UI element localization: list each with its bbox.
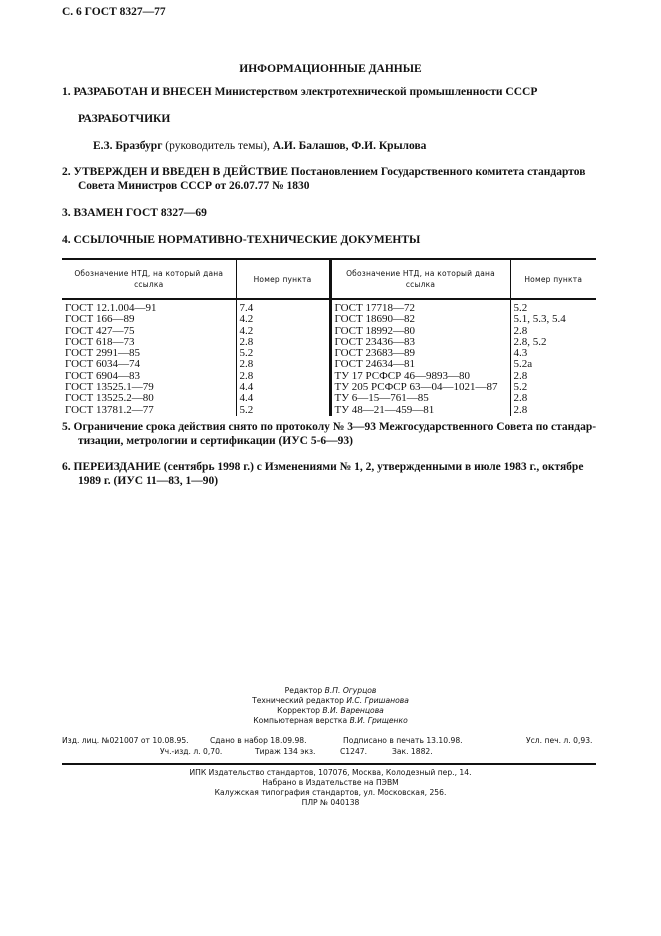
- item-1: 1. РАЗРАБОТАН И ВНЕСЕН Министерством электротехнической промышленности СССР: [62, 86, 538, 98]
- ntd-cell: ГОСТ 23683—89: [330, 348, 510, 359]
- table-row: [62, 299, 596, 314]
- developers-label: РАЗРАБОТЧИКИ: [78, 113, 171, 125]
- clause-cell: 2.8: [236, 371, 330, 382]
- ntd-cell: ГОСТ 618—73: [65, 335, 135, 348]
- developers-line: [93, 140, 426, 152]
- developer-note: (руководитель темы),: [162, 140, 273, 152]
- header-clause-2: Номер пункта: [510, 259, 596, 299]
- item-5-line-2: тизации, метрологии и сертификации (ИУС 5-6—93): [78, 435, 354, 447]
- clause-cell: 7.4: [236, 299, 330, 314]
- header-clause: Номер пункта: [236, 259, 330, 299]
- clause-cell: 2.8, 5.2: [510, 337, 596, 348]
- clause-cell: 2.8: [236, 337, 330, 348]
- clause-cell: 5.2: [510, 382, 596, 393]
- ntd-cell: ГОСТ 13525.1—79: [65, 381, 154, 394]
- clause-cell: 4.2: [236, 314, 330, 325]
- ntd-cell: ТУ 17 РСФСР 46—9893—80: [330, 371, 510, 382]
- ntd-cell: ТУ 48—21—459—81: [330, 405, 510, 416]
- ntd-cell: ГОСТ 6904—83: [65, 369, 140, 382]
- clause-cell: 2.8: [510, 371, 596, 382]
- ntd-cell: ГОСТ 23436—83: [330, 337, 510, 348]
- header-ntd-2: Обозначение НТД, на который дана ссылка: [330, 259, 510, 299]
- signed-date: Подписано в печать 13.10.98.: [343, 736, 463, 745]
- divider: [62, 763, 596, 765]
- item-5-line-1: 5. Ограничение срока действия снято по протоколу № 3—93 Межгосударственного Совета по стандар-: [62, 421, 597, 433]
- clause-cell: 4.4: [236, 382, 330, 393]
- clause-cell: 2.8: [236, 359, 330, 370]
- item-6-line-1: 6. ПЕРЕИЗДАНИЕ (сентябрь 1998 г.) с Изменениями № 1, 2, утвержденными в июле 1983 г., октябре: [62, 461, 584, 473]
- credit-layout: Компьютерная верстка В.И. Грищенко: [253, 716, 408, 725]
- clause-cell: 2.8: [510, 393, 596, 404]
- references-table: [62, 258, 596, 416]
- ntd-cell: ГОСТ 427—75: [65, 324, 135, 337]
- clause-cell: 4.3: [510, 348, 596, 359]
- developer-others: А.И. Балашов, Ф.И. Крылова: [272, 140, 427, 152]
- edition-sheets: Уч.-изд. л. 0,70.: [160, 747, 223, 756]
- order: Зак. 1882.: [392, 747, 433, 756]
- credit-editor: Редактор В.П. Огурцов: [284, 686, 377, 695]
- ntd-cell: ГОСТ 17718—72: [330, 299, 510, 314]
- ntd-cell: ГОСТ 2991—85: [65, 347, 140, 360]
- ntd-cell: ГОСТ 13781.2—77: [65, 403, 154, 416]
- print-run: Тираж 134 экз.: [255, 747, 316, 756]
- item-3: 3. ВЗАМЕН ГОСТ 8327—69: [62, 207, 207, 219]
- credits: [0, 686, 661, 726]
- clause-cell: 5.2: [510, 299, 596, 314]
- publisher-line: Набрано в Издательстве на ПЭВМ: [262, 778, 399, 787]
- clause-cell: 5.2а: [510, 359, 596, 370]
- table-row: [62, 405, 596, 416]
- header-ntd: Обозначение НТД, на который дана ссылка: [62, 259, 236, 299]
- ntd-cell: ГОСТ 18690—82: [330, 314, 510, 325]
- clause-cell: 2.8: [510, 405, 596, 416]
- table-row: [62, 314, 596, 325]
- ntd-cell: ГОСТ 6034—74: [65, 358, 140, 371]
- ntd-cell: ГОСТ 13525.2—80: [65, 392, 154, 405]
- ntd-cell: ГОСТ 12.1.004—91: [65, 302, 157, 314]
- clause-cell: 2.8: [510, 326, 596, 337]
- item-6-line-2: 1989 г. (ИУС 11—83, 1—90): [78, 475, 219, 487]
- item-4: 4. ССЫЛОЧНЫЕ НОРМАТИВНО-ТЕХНИЧЕСКИЕ ДОКУМЕНТЫ: [62, 234, 421, 246]
- code: С1247.: [340, 747, 368, 756]
- credit-tech-editor: Технический редактор И.С. Гришанова: [252, 696, 409, 705]
- print-sheets: Усл. печ. л. 0,93.: [526, 736, 593, 745]
- page-header: С. 6 ГОСТ 8327—77: [62, 6, 166, 18]
- publisher-line: ИПК Издательство стандартов, 107076, Москва, Колодезный пер., 14.: [189, 768, 472, 777]
- ntd-cell: ГОСТ 24634—81: [330, 359, 510, 370]
- page-title: ИНФОРМАЦИОННЫЕ ДАННЫЕ: [239, 63, 422, 75]
- publisher-line: Калужская типография стандартов, ул. Московская, 256.: [214, 788, 447, 797]
- clause-cell: 5.2: [236, 348, 330, 359]
- table-header-row: [62, 259, 596, 299]
- developer-lead: Е.З. Бразбург: [93, 140, 163, 152]
- item-2-line-2: Совета Министров СССР от 26.07.77 № 1830: [78, 180, 310, 192]
- ntd-cell: ТУ 205 РСФСР 63—04—1021—87: [330, 382, 510, 393]
- ntd-cell: ГОСТ 166—89: [65, 313, 135, 326]
- item-2-line-1: 2. УТВЕРЖДЕН И ВВЕДЕН В ДЕЙСТВИЕ Постановлением Государственного комитета стандартов: [62, 166, 586, 178]
- clause-cell: 4.2: [236, 326, 330, 337]
- clause-cell: 5.1, 5.3, 5.4: [510, 314, 596, 325]
- sent-date: Сдано в набор 18.09.98.: [210, 736, 307, 745]
- ntd-cell: ТУ 6—15—761—85: [330, 393, 510, 404]
- credit-proofreader: Корректор В.И. Варенцова: [277, 706, 384, 715]
- publisher: [0, 768, 661, 808]
- table-row: [62, 393, 596, 404]
- publisher-line: ПЛР № 040138: [301, 798, 360, 807]
- clause-cell: 5.2: [236, 405, 330, 416]
- ntd-cell: ГОСТ 18992—80: [330, 326, 510, 337]
- clause-cell: 4.4: [236, 393, 330, 404]
- license: Изд. лиц. №021007 от 10.08.95.: [62, 736, 189, 745]
